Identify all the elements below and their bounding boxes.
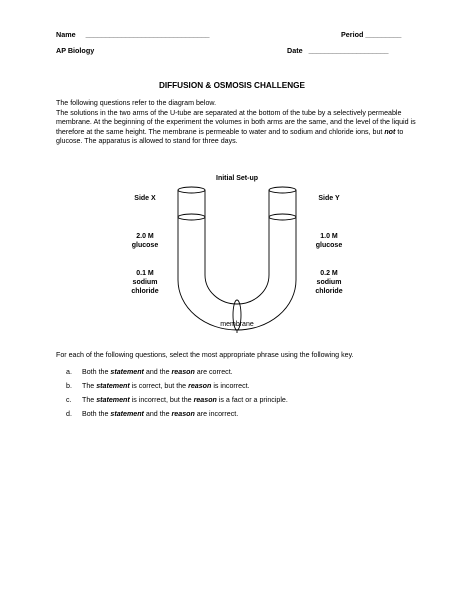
side-y-glucose-name: glucose bbox=[315, 242, 343, 249]
key-instructions: For each of the following questions, select the most appropriate phrase using the following key. bbox=[56, 351, 354, 359]
right-liquid-level bbox=[269, 214, 296, 220]
u-tube-drawing bbox=[0, 172, 464, 342]
option-letter: d. bbox=[66, 410, 72, 418]
date-blank: ____________________ bbox=[308, 46, 389, 55]
option-keyword: statement bbox=[96, 396, 130, 404]
option-text: Both the bbox=[82, 368, 111, 376]
intro-body: The solutions in the two arms of the U-tube are separated at the bottom of the tube by a selectively permeable membrane. At the beginning of the experiment the volumes in both arms are the same, and the level of the liquid is therefore at the same height. The membrane is permeable to water and to sodium and chloride ions, but bbox=[56, 108, 416, 136]
option-text: and the bbox=[143, 368, 172, 376]
option-keyword: statement bbox=[110, 368, 144, 376]
side-y-glucose-conc: 1.0 M bbox=[320, 233, 338, 240]
side-y-salt-name-2: chloride bbox=[315, 288, 343, 295]
option-keyword: reason bbox=[193, 396, 217, 404]
intro-text bbox=[56, 99, 420, 147]
course-label: AP Biology bbox=[56, 46, 95, 55]
side-x-glucose-name: glucose bbox=[131, 242, 159, 249]
option-text: The bbox=[82, 382, 97, 390]
option-d bbox=[66, 410, 238, 418]
name-label: Name bbox=[56, 30, 76, 39]
membrane-label: membrane bbox=[220, 321, 254, 328]
period-field bbox=[341, 30, 401, 39]
date-label: Date bbox=[287, 46, 303, 55]
option-text: Both the bbox=[82, 410, 111, 418]
name-blank: _______________________________ bbox=[85, 30, 210, 39]
option-text: is incorrect. bbox=[211, 382, 250, 390]
right-tube-opening bbox=[269, 187, 296, 193]
option-letter: a. bbox=[66, 368, 72, 376]
side-y-label: Side Y bbox=[318, 195, 340, 202]
option-text: The bbox=[82, 396, 97, 404]
option-letter: c. bbox=[66, 396, 72, 404]
option-keyword: reason bbox=[188, 382, 212, 390]
option-text: and the bbox=[143, 410, 172, 418]
period-blank: _________ bbox=[365, 30, 402, 39]
intro-body-end: to glucose. The apparatus is allowed to stand for three days. bbox=[56, 127, 404, 146]
side-y-salt bbox=[304, 269, 354, 296]
option-text: is correct, but the bbox=[129, 382, 189, 390]
u-tube-inner-wall bbox=[205, 190, 269, 304]
left-tube-opening bbox=[178, 187, 205, 193]
option-letter: b. bbox=[66, 382, 72, 390]
diagram-title: Initial Set-up bbox=[216, 175, 258, 182]
option-text: are correct. bbox=[194, 368, 233, 376]
option-b bbox=[66, 382, 250, 390]
u-tube-outer-wall bbox=[178, 190, 296, 330]
intro-emphasis: not bbox=[384, 127, 396, 136]
option-text: is a fact or a principle. bbox=[216, 396, 288, 404]
option-keyword: reason bbox=[171, 410, 195, 418]
side-x-label: Side X bbox=[134, 195, 156, 202]
option-a bbox=[66, 368, 233, 376]
side-y-salt-conc: 0.2 M bbox=[320, 270, 338, 277]
side-x-salt bbox=[120, 269, 170, 296]
intro-line-2 bbox=[56, 109, 420, 147]
left-liquid-level bbox=[178, 214, 205, 220]
option-keyword: statement bbox=[96, 382, 130, 390]
side-y-glucose bbox=[304, 232, 354, 250]
side-x-glucose-conc: 2.0 M bbox=[136, 233, 154, 240]
option-keyword: reason bbox=[171, 368, 195, 376]
date-field bbox=[287, 46, 389, 55]
side-x-salt-conc: 0.1 M bbox=[136, 270, 154, 277]
intro-line-1: The following questions refer to the diagram below. bbox=[56, 99, 217, 107]
side-y-salt-name-1: sodium bbox=[316, 279, 342, 286]
side-x-glucose bbox=[120, 232, 170, 250]
option-keyword: statement bbox=[110, 410, 144, 418]
name-field bbox=[56, 30, 210, 39]
option-text: is incorrect, but the bbox=[129, 396, 194, 404]
option-text: are incorrect. bbox=[194, 410, 239, 418]
side-x-salt-name-2: chloride bbox=[131, 288, 159, 295]
period-label: Period bbox=[341, 30, 364, 39]
side-x-salt-name-1: sodium bbox=[132, 279, 158, 286]
page-title: DIFFUSION & OSMOSIS CHALLENGE bbox=[158, 81, 306, 90]
option-c bbox=[66, 396, 288, 404]
